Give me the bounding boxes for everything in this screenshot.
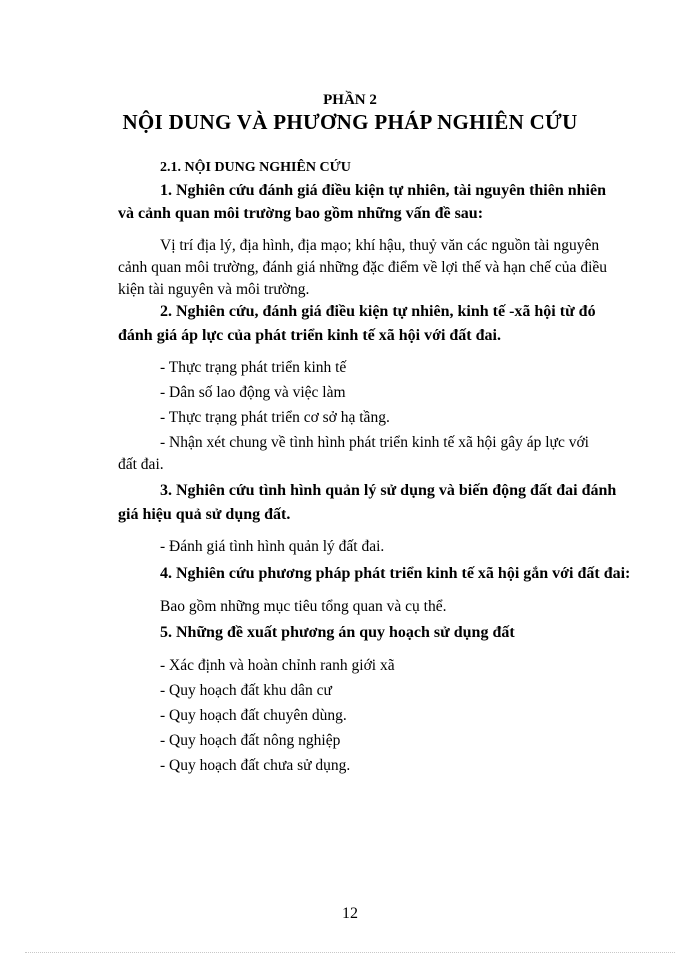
list-item: - Dân số lao động và việc làm [160,384,346,401]
section-heading: 2.1. NỘI DUNG NGHIÊN CỨU [160,160,351,175]
item4-paragraph: Bao gồm những mục tiêu tổng quan và cụ thể. [160,598,447,615]
list-item: - Quy hoạch đất chuyên dùng. [160,707,347,724]
page-number: 12 [342,905,358,922]
item3-heading-line1: 3. Nghiên cứu tình hình quản lý sử dụng và biến động đất đai đánh [160,482,617,499]
part-label: PHẦN 2 [323,92,377,108]
item1-paragraph-line1: Vị trí địa lý, địa hình, địa mạo; khí hậu, thuỷ văn các nguồn tài nguyên [160,237,600,254]
item1-paragraph-line3: kiện tài nguyên và môi trường. [118,281,310,298]
item2-heading-line1: 2. Nghiên cứu, đánh giá điều kiện tự nhiên, kinh tế -xã hội từ đó [160,303,596,320]
list-item: - Đánh giá tình hình quản lý đất đai. [160,538,385,555]
page-title: NỘI DUNG VÀ PHƯƠNG PHÁP NGHIÊN CỨU [122,110,578,134]
item5-heading: 5. Những đề xuất phương án quy hoạch sử dụng đất [160,624,515,641]
item1-heading-line1: 1. Nghiên cứu đánh giá điều kiện tự nhiên, tài nguyên thiên nhiên [160,182,606,199]
list-item: - Quy hoạch đất khu dân cư [160,682,332,699]
list-item: - Thực trạng phát triển cơ sở hạ tầng. [160,409,390,426]
list-item: - Xác định và hoàn chỉnh ranh giới xã [160,657,395,674]
list-item: - Quy hoạch đất chưa sử dụng. [160,757,351,774]
list-item: - Nhận xét chung về tình hình phát triển kinh tế xã hội gây áp lực với [160,434,589,451]
list-item: - Quy hoạch đất nông nghiệp [160,732,341,749]
item2-heading-line2: đánh giá áp lực của phát triển kinh tế xã hội với đất đai. [118,327,501,344]
list-item: - Thực trạng phát triển kinh tế [160,359,347,376]
item1-heading-line2: và cảnh quan môi trường bao gồm những vấn đề sau: [118,205,484,222]
item1-paragraph-line2: cảnh quan môi trường, đánh giá những đặc điểm về lợi thế và hạn chế của điều [118,259,607,276]
item4-heading: 4. Nghiên cứu phương pháp phát triển kinh tế xã hội gắn với đất đai: [160,565,631,582]
item3-heading-line2: giá hiệu quả sử dụng đất. [118,506,291,523]
page-bottom-divider [25,952,675,953]
list-item-continuation: đất đai. [118,456,164,473]
